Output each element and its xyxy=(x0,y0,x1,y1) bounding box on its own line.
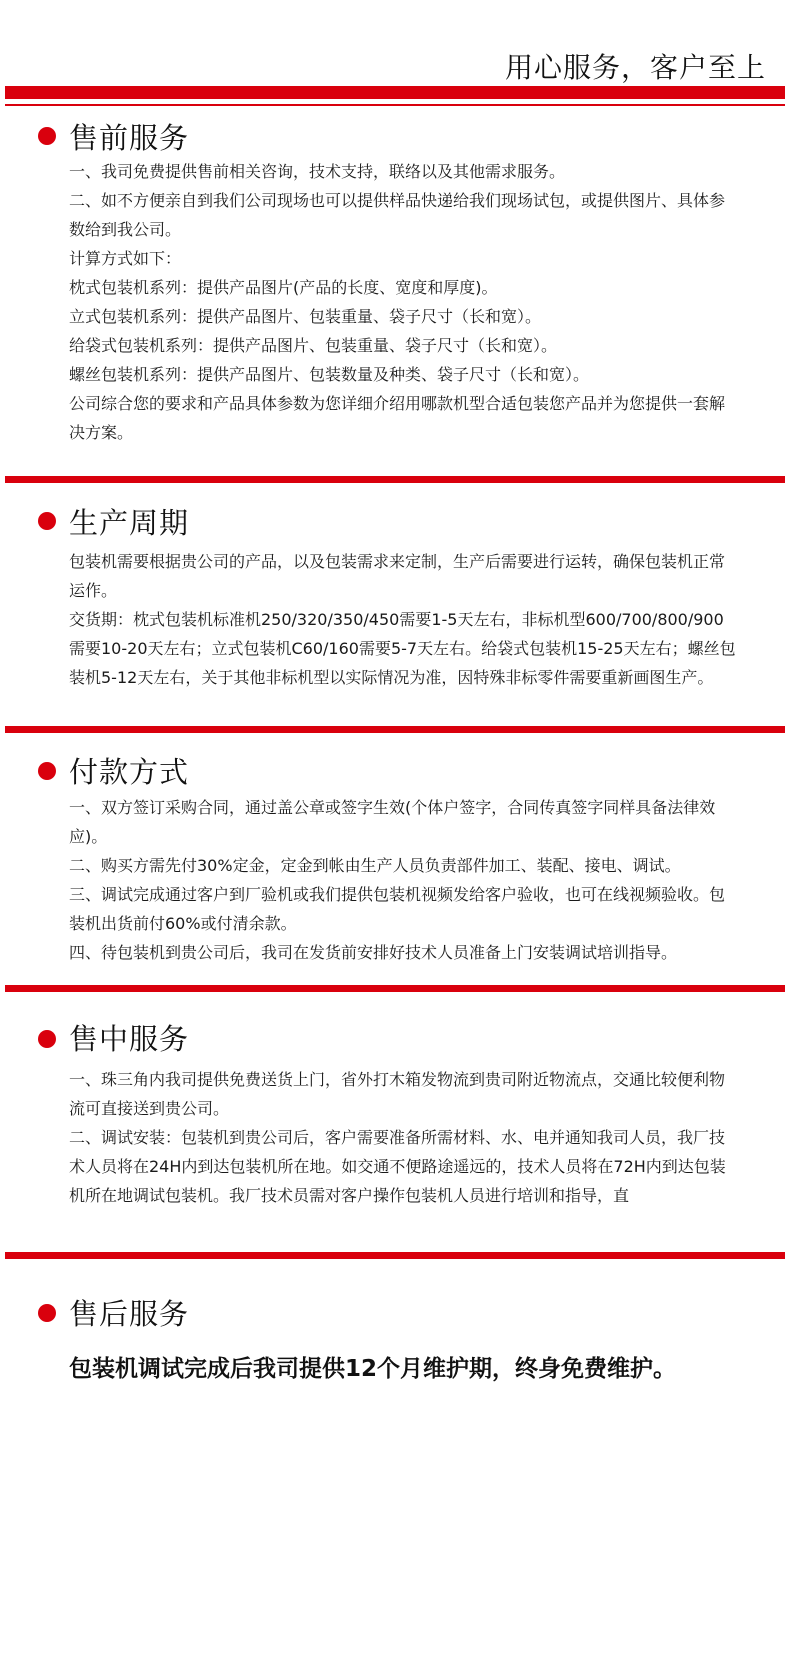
paragraph: 公司综合您的要求和产品具体参数为您详细介绍用哪款机型合适包装您产品并为您提供一套解决方案。 xyxy=(69,394,726,442)
paragraph: 包装机需要根据贵公司的产品，以及包装需求来定制，生产后需要进行运转，确保包装机正常运作。 xyxy=(69,552,726,600)
paragraph: 二、如不方便亲自到我们公司现场也可以提供样品快递给我们现场试包，或提供图片、具体参数给到我公司。 xyxy=(69,191,726,239)
section-divider xyxy=(5,476,785,483)
slogan: 用心服务，客户至上 xyxy=(504,51,766,84)
bullet-dot-icon xyxy=(38,127,56,145)
paragraph: 计算方式如下： xyxy=(69,249,182,268)
bullet-dot-icon xyxy=(38,1030,56,1048)
section-body xyxy=(69,547,739,692)
section-body xyxy=(69,157,739,447)
paragraph: 螺丝包装机系列：提供产品图片、包装数量及种类、袋子尺寸（长和宽）。 xyxy=(69,365,590,384)
bullet-dot-icon xyxy=(38,1304,56,1322)
section-body xyxy=(69,793,739,967)
paragraph: 一、珠三角内我司提供免费送货上门，省外打木箱发物流到贵司附近物流点，交通比较便利物流可直接送到贵公司。 xyxy=(69,1070,726,1118)
section-body xyxy=(69,1065,739,1210)
header-bar xyxy=(5,86,785,99)
section-divider xyxy=(5,726,785,733)
section-title: 售前服务 xyxy=(69,121,190,155)
section-title: 售中服务 xyxy=(69,1022,190,1056)
paragraph: 枕式包装机系列：提供产品图片(产品的长度、宽度和厚度)。 xyxy=(69,278,498,297)
after-sale-statement: 包装机调试完成后我司提供12个月维护期，终身免费维护。 xyxy=(69,1356,677,1382)
paragraph: 三、调试完成通过客户到厂验机或我们提供包装机视频发给客户验收，也可在线视频验收。包装机出货前付60%或付清余款。 xyxy=(69,885,726,933)
paragraph: 二、购买方需先付30%定金，定金到帐由生产人员负责部件加工、装配、接电、调试。 xyxy=(69,856,681,875)
paragraph: 立式包装机系列：提供产品图片、包装重量、袋子尺寸（长和宽）。 xyxy=(69,307,542,326)
section-title: 付款方式 xyxy=(69,755,190,789)
section-divider xyxy=(5,985,785,992)
paragraph: 一、双方签订采购合同，通过盖公章或签字生效(个体户签字，合同传真签字同样具备法律效应)。 xyxy=(69,798,716,846)
section-title: 售后服务 xyxy=(69,1297,190,1331)
section-divider xyxy=(5,1252,785,1259)
paragraph: 二、调试安装：包装机到贵公司后，客户需要准备所需材料、水、电并通知我司人员，我厂技术人员将在24H内到达包装机所在地。如交通不便路途遥远的，技术人员将在72H内到达包装机所在地调试包装机。我厂技术员需对客户操作包装机人员进行培训和指导，直 xyxy=(69,1128,726,1205)
section-title: 生产周期 xyxy=(69,506,190,540)
paragraph: 给袋式包装机系列：提供产品图片、包装重量、袋子尺寸（长和宽）。 xyxy=(69,336,558,355)
paragraph: 交货期：枕式包装机标准机250/320/350/450需要1-5天左右，非标机型600/700/800/900需要10-20天左右；立式包装机C60/160需要5-7天左右。给袋式包装机15-25天左右；螺丝包装机5-12天左右，关于其他非标机型以实际情况为准，因特殊非标零件需要重新画图生产。 xyxy=(69,610,736,687)
bullet-dot-icon xyxy=(38,512,56,530)
header-rule xyxy=(5,104,785,106)
bullet-dot-icon xyxy=(38,762,56,780)
paragraph: 四、待包装机到贵公司后，我司在发货前安排好技术人员准备上门安装调试培训指导。 xyxy=(69,943,678,962)
paragraph: 一、我司免费提供售前相关咨询，技术支持，联络以及其他需求服务。 xyxy=(69,162,566,181)
